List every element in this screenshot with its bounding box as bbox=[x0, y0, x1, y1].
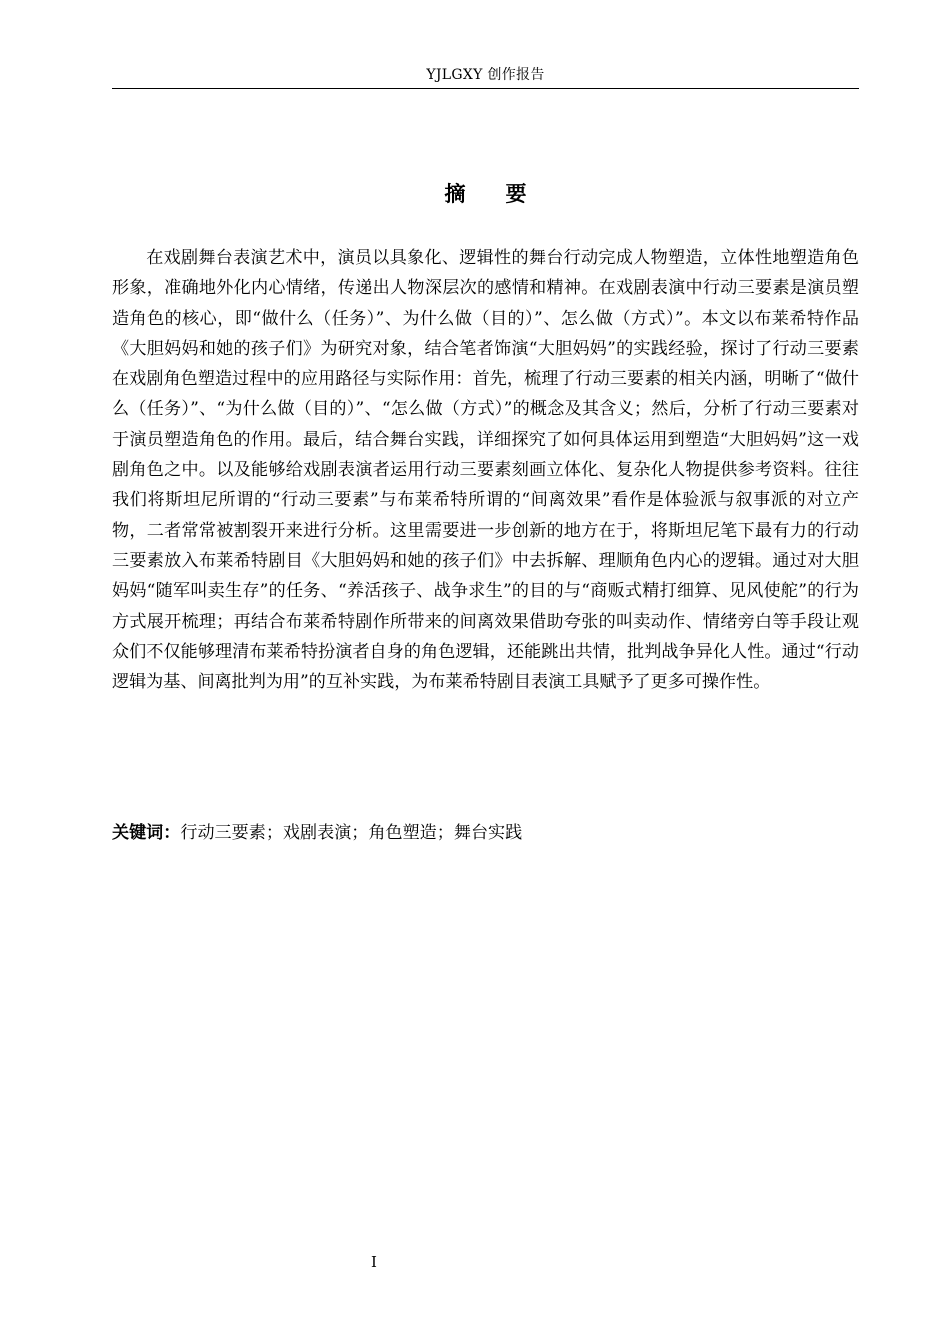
keywords-value: 行动三要素；戏剧表演；角色塑造；舞台实践 bbox=[180, 823, 523, 843]
keywords-line bbox=[112, 818, 859, 848]
page-number: I bbox=[371, 1253, 377, 1271]
header-rule bbox=[112, 88, 859, 89]
abstract-title: 摘要 bbox=[444, 182, 567, 206]
abstract-body: 在戏剧舞台表演艺术中，演员以具象化、逻辑性的舞台行动完成人物塑造，立体性地塑造角色形象，准确地外化内心情绪，传递出人物深层次的感情和精神。在戏剧表演中行动三要素是演员塑造角色的核心，即“做什么（任务）”、为什么做（目的）”、怎么做（方式）”。本文以布莱希特作品《大胆妈妈和她的孩子们》为研究对象，结合笔者饰演“大胆妈妈”的实践经验，探讨了行动三要素在戏剧角色塑造过程中的应用路径与实际作用：首先，梳理了行动三要素的相关内涵，明晰了“做什么（任务）”、“为什么做（目的）”、“怎么做（方式）”的概念及其含义；然后，分析了行动三要素对于演员塑造角色的作用。最后，结合舞台实践，详细探究了如何具体运用到塑造“大胆妈妈”这一戏剧角色之中。以及能够给戏剧表演者运用行动三要素刻画立体化、复杂化人物提供参考资料。往往我们将斯坦尼所谓的“行动三要素”与布莱希特所谓的“间离效果”看作是体验派与叙事派的对立产物，二者常常被割裂开来进行分析。这里需要进一步创新的地方在于，将斯坦尼笔下最有力的行动三要素放入布莱希特剧目《大胆妈妈和她的孩子们》中去拆解、理顺角色内心的逻辑。通过对大胆妈妈“随军叫卖生存”的任务、“养活孩子、战争求生”的目的与“商贩式精打细算、见风使舵”的行为方式展开梳理；再结合布莱希特剧作所带来的间离效果借助夸张的叫卖动作、情绪旁白等手段让观众们不仅能够理清布莱希特扮演者自身的角色逻辑，还能跳出共情，批判战争异化人性。通过“行动逻辑为基、间离批判为用”的互补实践，为布莱希特剧目表演工具赋予了更多可操作性。 bbox=[112, 248, 859, 693]
keywords-label: 关键词： bbox=[112, 823, 181, 843]
running-header: YJLGXY 创作报告 bbox=[426, 67, 545, 83]
